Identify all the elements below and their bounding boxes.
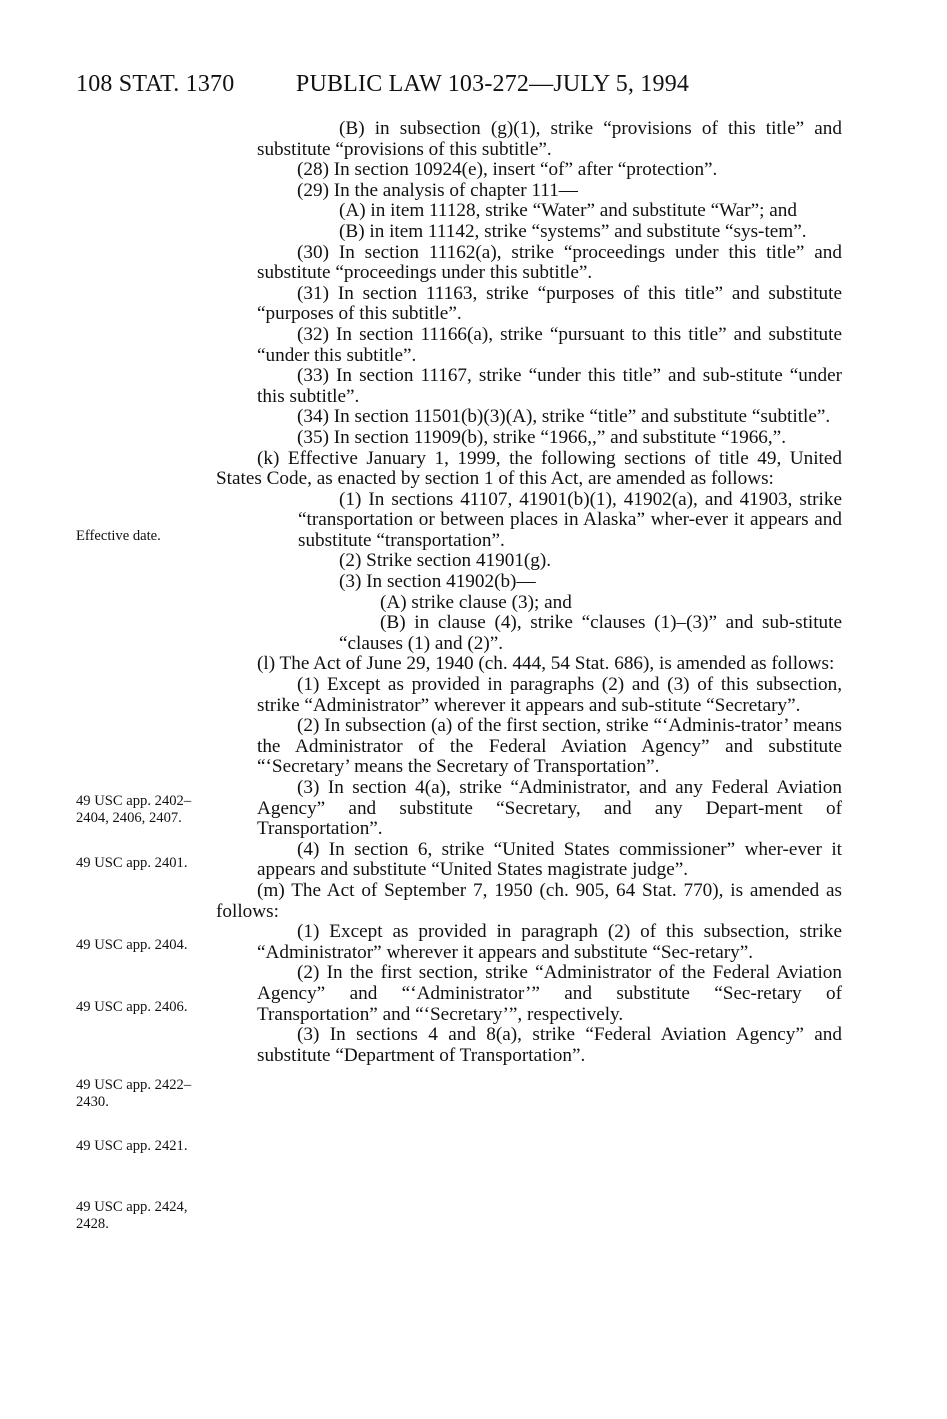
margin-note-usc: 49 USC app. 2406. — [76, 999, 188, 1015]
paragraph: (B) in clause (4), strike “clauses (1)–(3)” and sub-stitute “clauses (1) and (2)”. — [339, 612, 842, 654]
law-title: PUBLIC LAW 103-272—JULY 5, 1994 — [295, 71, 690, 97]
paragraph: (31) In section 11163, strike “purposes of this title” and substitute “purposes of this subtitle”. — [257, 282, 842, 325]
paragraph: (33) In section 11167, strike “under this title” and sub-stitute “under this subtitle”. — [257, 365, 842, 407]
statute-text — [216, 119, 842, 1066]
paragraph: (34) In section 11501(b)(3)(A), strike “title” and substitute “subtitle”. — [297, 406, 831, 428]
paragraph: (3) In section 4(a), strike “Administrator, and any Federal Aviation Agency” and substitute “Secretary, and any Depart-ment of Transportation”. — [257, 777, 842, 840]
margin-note-usc: 49 USC app. 2421. — [76, 1138, 188, 1154]
margin-note-usc: 49 USC app. 2422–2430. — [76, 1077, 192, 1110]
paragraph: (30) In section 11162(a), strike “proceedings under this title” and substitute “proceedings under this subtitle”. — [257, 241, 842, 284]
paragraph: (1) Except as provided in paragraph (2) of this subsection, strike “Administrator” wherever it appears and substitute “Sec-retary”. — [257, 921, 842, 963]
paragraph: (4) In section 6, strike “United States commissioner” wher-ever it appears and substitute “United States magistrate judge”. — [257, 838, 842, 881]
paragraph: (A) in item 11128, strike “Water” and substitute “War”; and — [339, 200, 797, 222]
paragraph: (l) The Act of June 29, 1940 (ch. 444, 54 Stat. 686), is amended as follows: — [257, 653, 835, 675]
page-reference: 108 STAT. 1370 — [76, 71, 235, 97]
margin-note-usc: 49 USC app. 2402–2404, 2406, 2407. — [76, 793, 192, 826]
margin-note-usc: 49 USC app. 2424, 2428. — [76, 1199, 188, 1232]
margin-note-usc: 49 USC app. 2401. — [76, 855, 188, 871]
paragraph: (A) strike clause (3); and — [380, 591, 572, 613]
paragraph: (1) Except as provided in paragraphs (2) and (3) of this subsection, strike “Administrator” wherever it appears and sub-stitute “Secretary”. — [257, 674, 842, 716]
paragraph: (29) In the analysis of chapter 111— — [297, 179, 578, 201]
paragraph: (B) in subsection (g)(1), strike “provisions of this title” and substitute “provisions of this subtitle”. — [257, 118, 842, 160]
paragraph: (28) In section 10924(e), insert “of” after “protection”. — [297, 159, 718, 181]
paragraph: (3) In sections 4 and 8(a), strike “Federal Aviation Agency” and substitute “Department of Transportation”. — [257, 1024, 842, 1066]
paragraph: (m) The Act of September 7, 1950 (ch. 905, 64 Stat. 770), is amended as follows: — [216, 879, 842, 922]
paragraph: (32) In section 11166(a), strike “pursuant to this title” and substitute “under this subtitle”. — [257, 323, 842, 366]
margin-note-usc: 49 USC app. 2404. — [76, 937, 188, 953]
paragraph: (35) In section 11909(b), strike “1966,,” and substitute “1966,”. — [297, 426, 786, 448]
paragraph: (2) In subsection (a) of the first section, strike “‘Adminis-trator’ means the Administrator of the Federal Aviation Agency” and substitute “‘Secretary’ means the Secretary of Transportation”. — [257, 715, 842, 778]
paragraph: (2) In the first section, strike “Administrator of the Federal Aviation Agency” and “‘Administrator’” and substitute “Sec-retary of Transportation” and “‘Secretary’”, respectively. — [257, 962, 842, 1025]
paragraph: (3) In section 41902(b)— — [339, 571, 536, 593]
paragraph: (2) Strike section 41901(g). — [339, 550, 552, 572]
margin-note-effective-date: Effective date. — [76, 528, 161, 544]
paragraph: (1) In sections 41107, 41901(b)(1), 41902(a), and 41903, strike “transportation or between places in Alaska” wher-ever it appears and substitute “transportation”. — [298, 488, 842, 551]
paragraph: (B) in item 11142, strike “systems” and substitute “sys-tem”. — [339, 220, 807, 242]
paragraph: (k) Effective January 1, 1999, the following sections of title 49, United States Code, as enacted by section 1 of this Act, are amended as follows: — [216, 447, 842, 490]
